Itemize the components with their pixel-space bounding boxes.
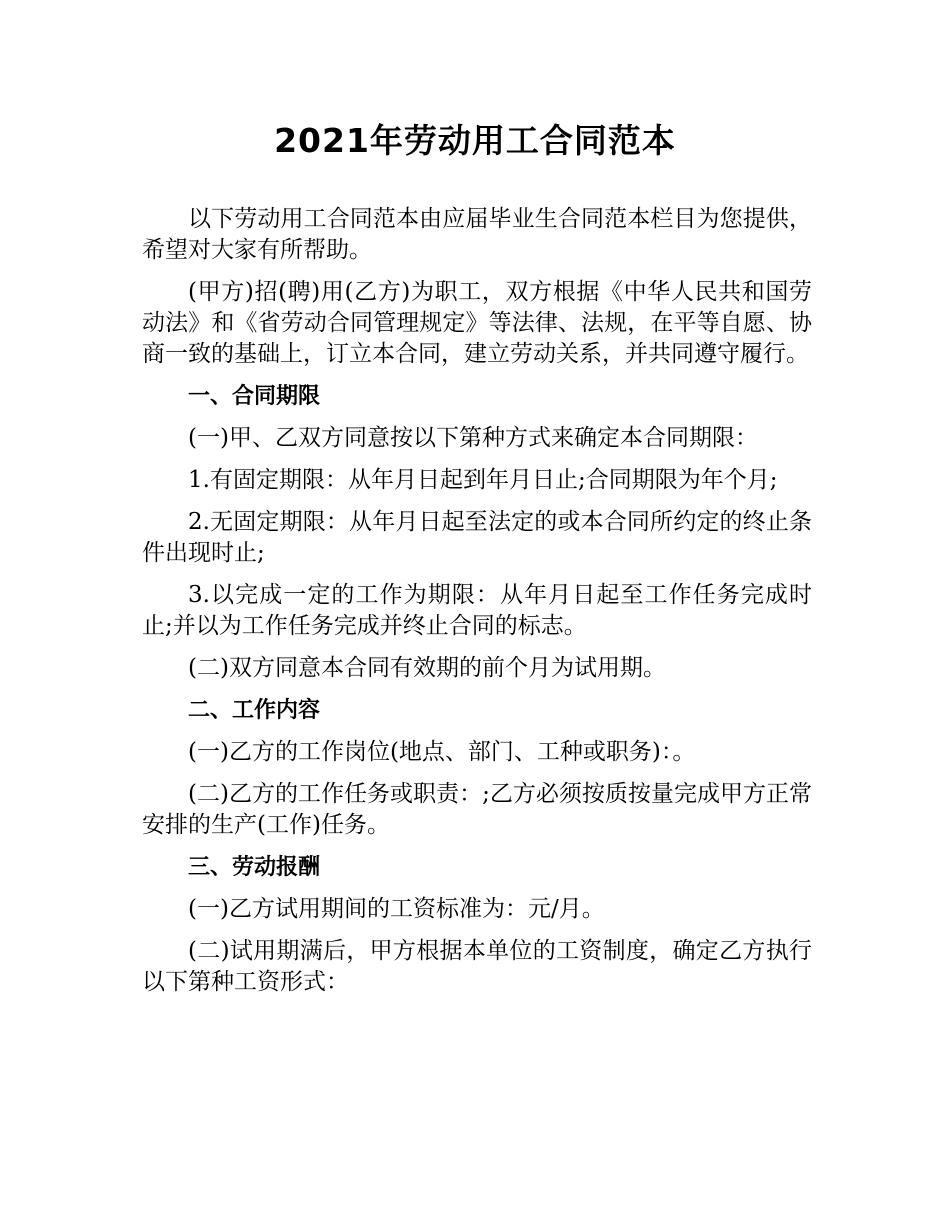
clause-paragraph: 3.以完成一定的工作为期限：从年月日起至工作任务完成时止;并以为工作任务完成并终止合同的标志。 xyxy=(142,582,812,639)
section-heading-work-content: 二、工作内容 xyxy=(188,698,321,723)
clause-paragraph: 1.有固定期限：从年月日起到年月日止;合同期限为年个月; xyxy=(188,467,778,493)
intro-paragraph: 以下劳动用工合同范本由应届毕业生合同范本栏目为您提供，希望对大家有所帮助。 xyxy=(142,206,812,263)
section-heading-contract-term: 一、合同期限 xyxy=(188,384,321,409)
preamble-paragraph: (甲方)招(聘)用(乙方)为职工，双方根据《中华人民共和国劳动法》和《省劳动合同管理规定》等法律、法规，在平等自愿、协商一致的基础上，订立本合同，建立劳动关系，并共同遵守履行。 xyxy=(142,279,812,367)
clause-paragraph: 2.无固定期限：从年月日起至法定的或本合同所约定的终止条件出现时止; xyxy=(142,509,812,566)
section-heading-remuneration: 三、劳动报酬 xyxy=(188,855,321,880)
document-title: 2021年劳动用工合同范本 xyxy=(274,121,676,160)
clause-paragraph: (一)甲、乙双方同意按以下第种方式来确定本合同期限： xyxy=(188,425,758,451)
clause-paragraph: (一)乙方的工作岗位(地点、部门、工种或职务)：。 xyxy=(188,739,696,765)
clause-paragraph: (二)乙方的工作任务或职责：;乙方必须按质按量完成甲方正常安排的生产(工作)任务。 xyxy=(142,781,812,838)
clause-paragraph: (二)双方同意本合同有效期的前个月为试用期。 xyxy=(188,655,666,681)
clause-paragraph: (一)乙方试用期间的工资标准为：元/月。 xyxy=(188,896,605,922)
clause-paragraph: (二)试用期满后，甲方根据本单位的工资制度，确定乙方执行以下第种工资形式： xyxy=(142,938,812,995)
document-body xyxy=(142,204,812,1009)
